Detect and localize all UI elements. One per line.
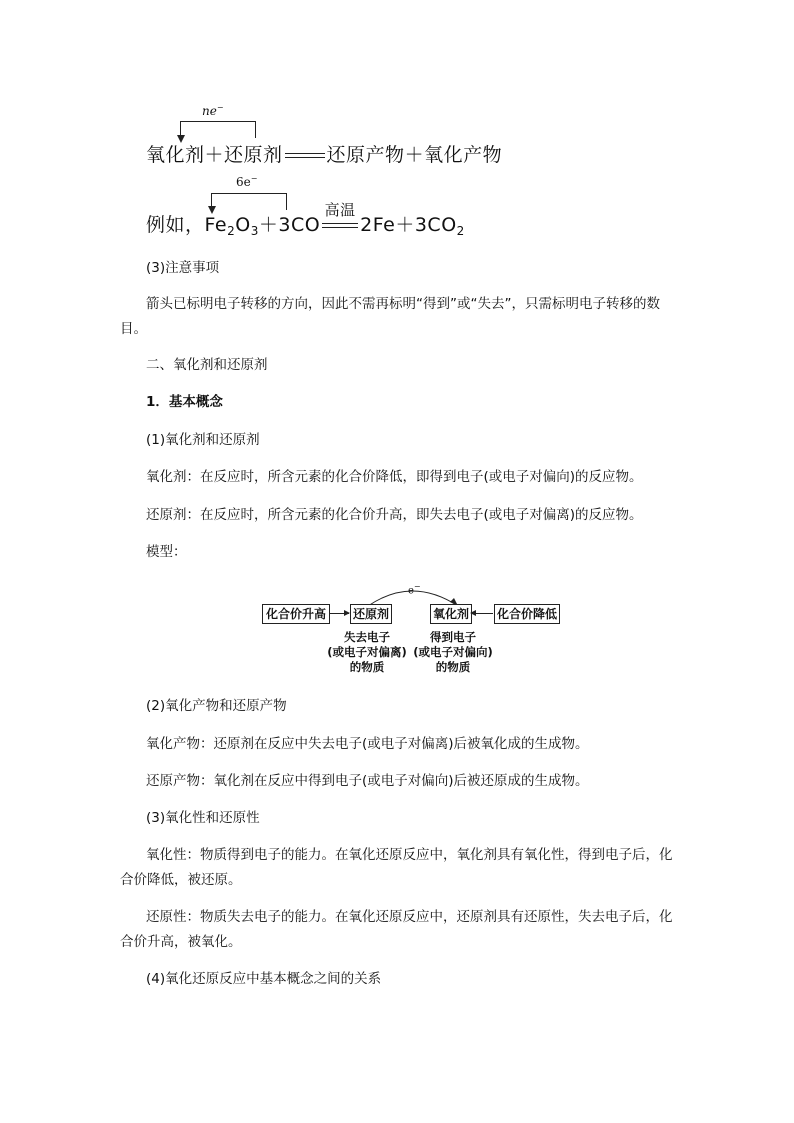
reducing-definition: 还原性：物质失去电子的能力。在氧化还原反应中，还原剂具有还原性，失去电子后，化合价升高，被氧化。 (120, 909, 673, 950)
electron-transfer-arrow (211, 193, 287, 210)
box-oxidant: 氧化剂 (430, 604, 472, 624)
notes-heading: (3)注意事项 (146, 260, 220, 276)
reaction-condition: 高温 (324, 200, 356, 219)
arrow-right-icon (329, 613, 349, 614)
notes-body: 箭头已标明电子转移的方向，因此不需再标明“得到”或“失去”，只需标明电子转移的数目。 (120, 296, 660, 337)
reduction-product-definition: 还原产物：氧化剂在反应中得到电子(或电子对偏向)后被还原成的生成物。 (146, 773, 589, 789)
example-equation: 例如，$Fe_2O_3+3CO$ 高温 $2Fe+3CO_2$ (146, 200, 465, 238)
electron-label: e− (408, 582, 421, 597)
box-valence-decrease: 化合价降低 (494, 604, 560, 624)
item-heading: (2)氧化产物和还原产物 (146, 698, 287, 714)
oxidizing-definition: 氧化性：物质得到电子的能力。在氧化还原反应中，氧化剂具有氧化性，得到电子后，化合价降低，被还原。 (120, 847, 673, 888)
item-heading: (1)氧化剂和还原剂 (146, 432, 260, 448)
section-title: 二、氧化剂和还原剂 (146, 357, 268, 373)
model-label: 模型： (146, 544, 187, 560)
item-heading: (4)氧化还原反应中基本概念之间的关系 (146, 971, 382, 987)
arrow-left-icon (471, 613, 493, 614)
box-reductant: 还原剂 (350, 604, 392, 624)
equals-sign (285, 151, 325, 161)
box-valence-increase: 化合价升高 (262, 604, 330, 624)
equals-sign (322, 200, 358, 231)
oxidant-caption: 得到电子 (或电子对偏向) 的物质 (413, 630, 493, 674)
reductant-caption: 失去电子 (或电子对偏离) 的物质 (327, 630, 407, 674)
electron-transfer-arrow (180, 121, 256, 138)
electron-label: ne− (202, 103, 224, 118)
oxidant-definition: 氧化剂：在反应时，所含元素的化合价降低，即得到电子(或电子对偏向)的反应物。 (146, 469, 643, 485)
oxidation-product-definition: 氧化产物：还原剂在反应中失去电子(或电子对偏离)后被氧化成的生成物。 (146, 736, 589, 752)
reductant-definition: 还原剂：在反应时，所含元素的化合价升高，即失去电子(或电子对偏离)的反应物。 (146, 507, 643, 523)
subsection-title: 1．基本概念 (146, 394, 223, 410)
general-equation: 氧化剂＋还原剂 还原产物＋氧化产物 (146, 144, 503, 166)
electron-label: 6e− (236, 174, 258, 189)
item-heading: (3)氧化性和还原性 (146, 810, 260, 826)
